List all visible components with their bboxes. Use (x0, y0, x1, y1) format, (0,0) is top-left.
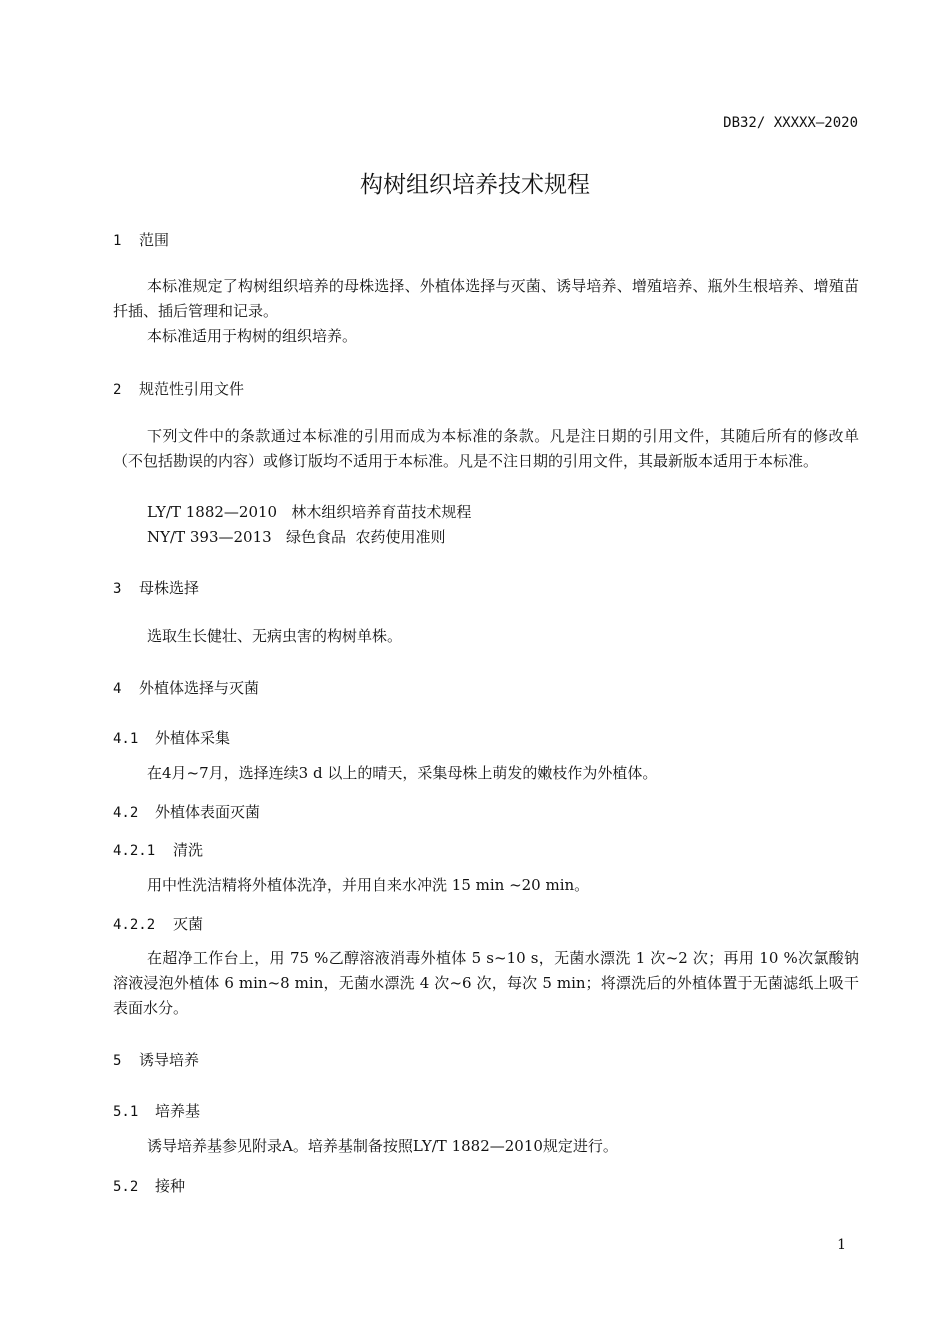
section-1-heading (113, 229, 169, 250)
section-title: 接种 (155, 1177, 186, 1195)
section-title: 清洗 (173, 841, 204, 859)
section-title: 外植体表面灭菌 (155, 803, 261, 821)
paragraph: 选取生长健壮、无病虫害的构树单株。 (147, 627, 403, 645)
section-number: 4.2.1 (113, 843, 156, 859)
document-title: 构树组织培养技术规程 (360, 172, 590, 198)
section-number: 4.2 (113, 805, 139, 821)
section-3-heading (113, 577, 199, 598)
page-number: 1 (837, 1237, 846, 1253)
section-title: 规范性引用文件 (139, 380, 245, 398)
section-title: 外植体采集 (155, 729, 231, 747)
paragraph: 本标准规定了构树组织培养的母株选择、外植体选择与灭菌、诱导培养、增殖培养、瓶外生根培养、增殖苗扦插、插后管理和记录。 (113, 277, 859, 320)
section-number: 4 (113, 681, 122, 697)
paragraph: 在超净工作台上，用 75 %乙醇溶液消毒外植体 5 s~10 s，无菌水漂洗 1 次~2 次；再用 10 %次氯酸钠溶液浸泡外植体 6 min~8 min，无菌水漂洗 4 次~6 次，每次 5 min；将漂洗后的外植体置于无菌滤纸上吸干表面水分。 (113, 949, 859, 1017)
section-2-heading (113, 378, 244, 399)
section-title: 外植体选择与灭菌 (139, 679, 260, 697)
section-number: 5.1 (113, 1104, 139, 1120)
section-number: 5 (113, 1053, 122, 1069)
paragraph: 本标准适用于构树的组织培养。 (147, 327, 358, 345)
section-number: 4.1 (113, 731, 139, 747)
reference-item: LY/T 1882—2010 林木组织培养育苗技术规程 (147, 503, 472, 521)
section-5-heading (113, 1049, 199, 1070)
section-5-2-heading (113, 1175, 185, 1196)
section-number: 1 (113, 233, 122, 249)
standard-code: DB32/ XXXXX—2020 (723, 115, 858, 131)
section-4-2-heading (113, 801, 260, 822)
paragraph: 下列文件中的条款通过本标准的引用而成为本标准的条款。凡是注日期的引用文件，其随后所有的修改单（不包括勘误的内容）或修订版均不适用于本标准。凡是不注日期的引用文件，其最新版本适用于本标准。 (113, 427, 859, 470)
paragraph: 在4月~7月，选择连续3 d 以上的晴天，采集母株上萌发的嫩枝作为外植体。 (147, 764, 658, 782)
section-number: 2 (113, 382, 122, 398)
section-4-2-2-heading (113, 913, 203, 934)
section-title: 灭菌 (173, 915, 204, 933)
section-5-1-heading (113, 1100, 200, 1121)
paragraph: 诱导培养基参见附录A。培养基制备按照LY/T 1882—2010规定进行。 (147, 1137, 618, 1155)
section-4-2-1-heading (113, 839, 203, 860)
section-title: 诱导培养 (139, 1051, 200, 1069)
section-number: 3 (113, 581, 122, 597)
reference-item: NY/T 393—2013 绿色食品 农药使用准则 (147, 528, 446, 546)
section-4-heading (113, 677, 259, 698)
section-4-1-heading (113, 727, 230, 748)
section-title: 母株选择 (139, 579, 200, 597)
section-title: 培养基 (155, 1102, 201, 1120)
section-number: 4.2.2 (113, 917, 156, 933)
paragraph: 用中性洗洁精将外植体洗净，并用自来水冲洗 15 min ~20 min。 (147, 876, 590, 894)
section-number: 5.2 (113, 1179, 139, 1195)
section-title: 范围 (139, 231, 170, 249)
